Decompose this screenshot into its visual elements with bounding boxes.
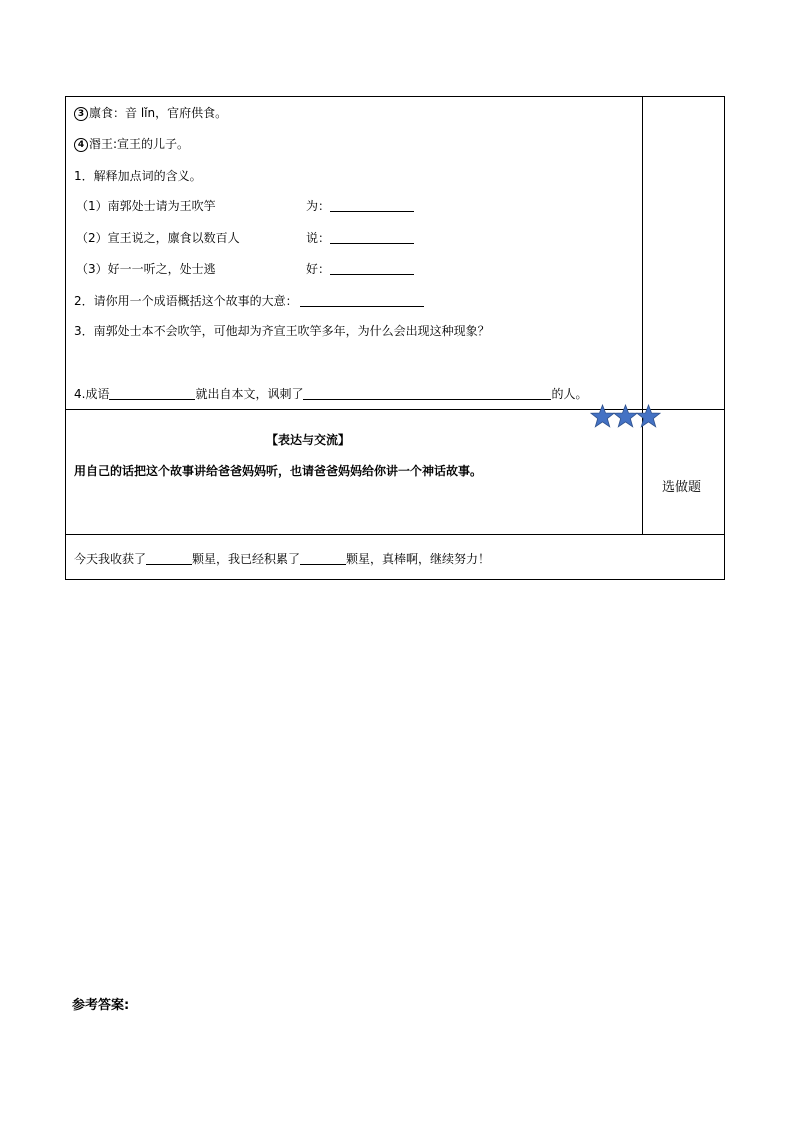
answer-prompt: 好： bbox=[306, 262, 331, 276]
answer-blank[interactable] bbox=[300, 293, 424, 307]
answer-blank[interactable] bbox=[303, 386, 551, 400]
question-2-text: 2．请你用一个成语概括这个故事的大意： bbox=[74, 294, 298, 308]
question-4-prefix: 4.成语 bbox=[74, 387, 110, 401]
note-3-text: 廪食：音 lǐn，官府供食。 bbox=[89, 106, 228, 120]
optional-label: 选做题 bbox=[662, 480, 702, 495]
note-4-text: 湣王:宣王的儿子。 bbox=[89, 137, 190, 151]
star-icon bbox=[613, 404, 638, 428]
question-1-item-3-answer bbox=[306, 261, 414, 277]
question-1-item-3: （3）好一一听之，处士逃 bbox=[76, 262, 216, 276]
star-tally bbox=[74, 551, 490, 567]
column-divider bbox=[642, 97, 643, 534]
question-4 bbox=[74, 386, 587, 402]
note-3 bbox=[74, 105, 227, 121]
expression-heading: 【表达与交流】 bbox=[266, 433, 351, 447]
star-tally-part1: 今天我收获了 bbox=[74, 552, 147, 566]
answer-prompt: 说： bbox=[306, 231, 331, 245]
note-4 bbox=[74, 136, 189, 152]
answer-prompt: 为： bbox=[306, 199, 331, 213]
star-tally-part2: 颗星，我已经积累了 bbox=[192, 552, 301, 566]
expression-task: 用自己的话把这个故事讲给爸爸妈妈听，也请爸爸妈妈给你讲一个神话故事。 bbox=[74, 464, 483, 478]
star-icon bbox=[636, 404, 661, 428]
answer-blank[interactable] bbox=[330, 230, 414, 244]
question-1-item-2-answer bbox=[306, 230, 414, 246]
circled-number-4: 4 bbox=[74, 138, 88, 152]
answer-blank[interactable] bbox=[109, 386, 195, 400]
question-4-suffix: 的人。 bbox=[551, 387, 588, 401]
answer-blank[interactable] bbox=[330, 261, 414, 275]
answer-heading: 参考答案: bbox=[72, 998, 130, 1013]
question-2 bbox=[74, 293, 424, 309]
question-1-item-2: （2）宣王说之，廪食以数百人 bbox=[76, 231, 240, 245]
star-icon bbox=[590, 404, 615, 428]
answer-blank[interactable] bbox=[330, 198, 414, 212]
row-divider-2 bbox=[66, 534, 724, 535]
question-1-item-1: （1）南郭处士请为王吹竽 bbox=[76, 199, 216, 213]
question-1-title: 1．解释加点词的含义。 bbox=[74, 169, 202, 183]
stars-today-blank[interactable] bbox=[146, 551, 192, 565]
worksheet-table bbox=[65, 96, 725, 580]
question-1-item-1-answer bbox=[306, 198, 414, 214]
star-rating bbox=[590, 404, 659, 431]
question-4-middle: 就出自本文，讽刺了 bbox=[195, 387, 304, 401]
question-3: 3．南郭处士本不会吹竽，可他却为齐宣王吹竽多年，为什么会出现这种现象？ bbox=[74, 324, 490, 338]
star-tally-part3: 颗星，真棒啊，继续努力！ bbox=[346, 552, 491, 566]
circled-number-3: 3 bbox=[74, 107, 88, 121]
stars-total-blank[interactable] bbox=[300, 551, 346, 565]
